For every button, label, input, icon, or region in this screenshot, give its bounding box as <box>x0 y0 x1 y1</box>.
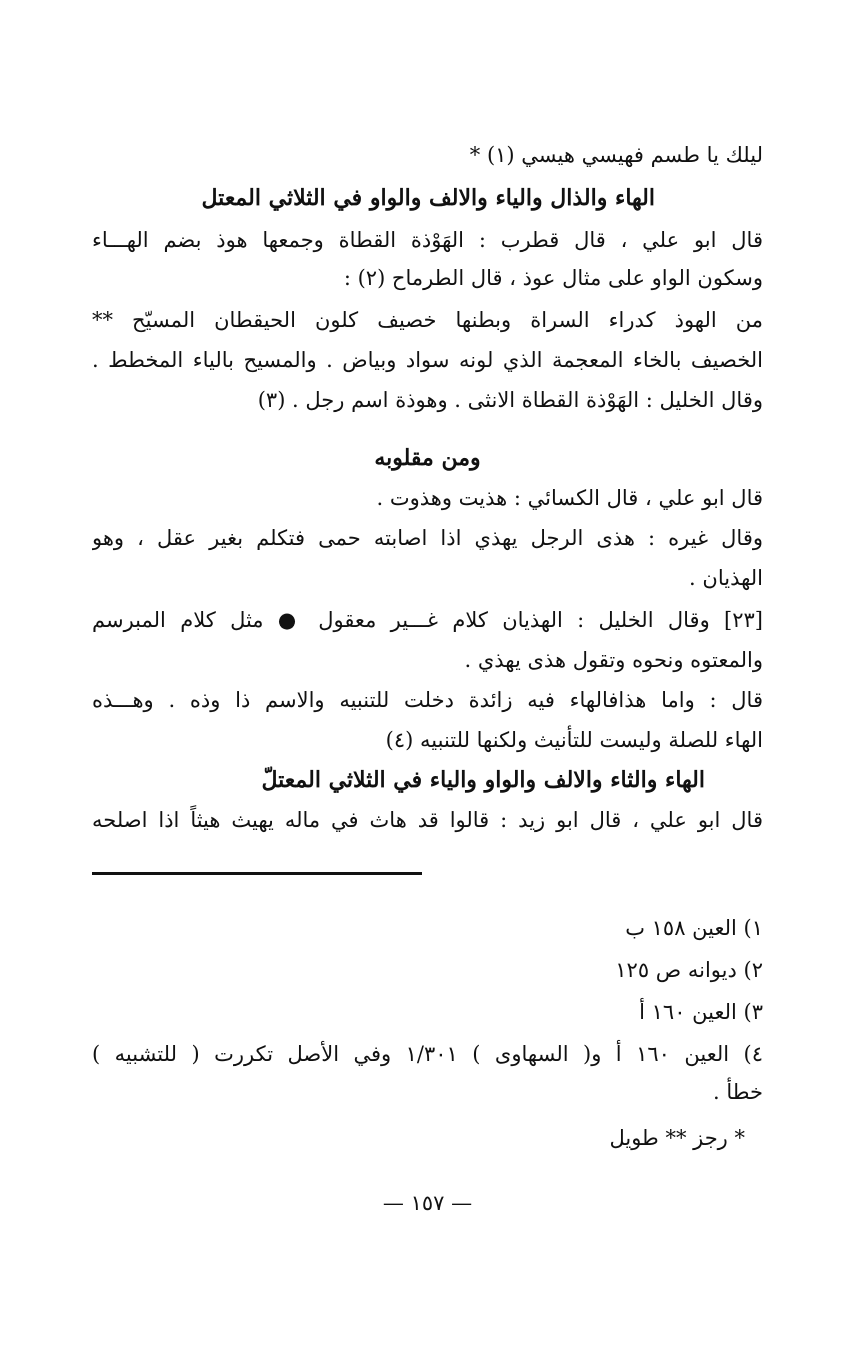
section-heading-2: ومن مقلوبه <box>374 445 481 471</box>
footnote-4: ٤) العين ١٦٠ أ و( السهاوى ) ١/٣٠١ وفي الأصل تكررت ( للتشبيه ) <box>92 1042 763 1066</box>
body-line: قال ابو علي ، قال الكسائي : هذيت وهذوت . <box>376 486 763 510</box>
meter-note: * رجز ** طويل <box>609 1126 745 1150</box>
body-line: قال ابو علي ، قال ابو زيد : قالوا قد هاث في ماله يهيث هيثاً اذا اصلحه <box>92 808 763 832</box>
section-heading-1: الهاء والذال والياء والالف والواو في الثلاثي المعتل <box>201 185 655 211</box>
verse-line-1: ليلك يا طسم فهيسي هيسي (١) * <box>469 143 763 167</box>
section-heading-3: الهاء والثاء والالف والواو والياء في الثلاثي المعتلّ <box>261 767 705 793</box>
footnote-1: ١) العين ١٥٨ ب <box>625 916 763 940</box>
footnote-4-continued: خطأ . <box>713 1080 763 1104</box>
footnote-3: ٣) العين ١٦٠ أ <box>639 1000 763 1024</box>
body-line: الخصيف بالخاء المعجمة الذي لونه سواد وبياض . والمسيح بالياء المخطط . <box>92 348 763 372</box>
body-line: الهاء للصلة وليست للتأنيث ولكنها للتنبيه (٤) <box>385 728 763 752</box>
body-line: قال : واما هذافالهاء فيه زائدة دخلت للتنبيه والاسم ذا وذه . وهـــذه <box>92 688 763 712</box>
verse-line-2: من الهوذ كدراء السراة وبطنها خصيف كلون الحيقطان المسيّح ** <box>92 308 763 332</box>
footnote-2: ٢) ديوانه ص ١٢٥ <box>615 958 763 982</box>
body-line: وسكون الواو على مثال عوذ ، قال الطرماح (٢) : <box>343 266 763 290</box>
body-line: وقال غيره : هذى الرجل يهذي اذا اصابته حمى فتكلم بغير عقل ، وهو <box>92 526 763 550</box>
body-line: قال ابو علي ، قال قطرب : الهَوْذة القطاة وجمعها هوذ بضم الهـــاء <box>92 228 763 252</box>
footnote-divider <box>92 872 422 875</box>
body-line: [٢٣] وقال الخليل : الهذيان كلام غـــير معقول ● مثل كلام المبرسم <box>92 608 763 632</box>
body-line: وقال الخليل : الهَوْذة القطاة الانثى . وهوذة اسم رجل . (٣) <box>257 388 763 412</box>
body-line: الهذيان . <box>689 566 763 590</box>
page-number: — ١٥٧ — <box>382 1191 473 1215</box>
body-line: والمعتوه ونحوه وتقول هذى يهذي . <box>464 648 763 672</box>
